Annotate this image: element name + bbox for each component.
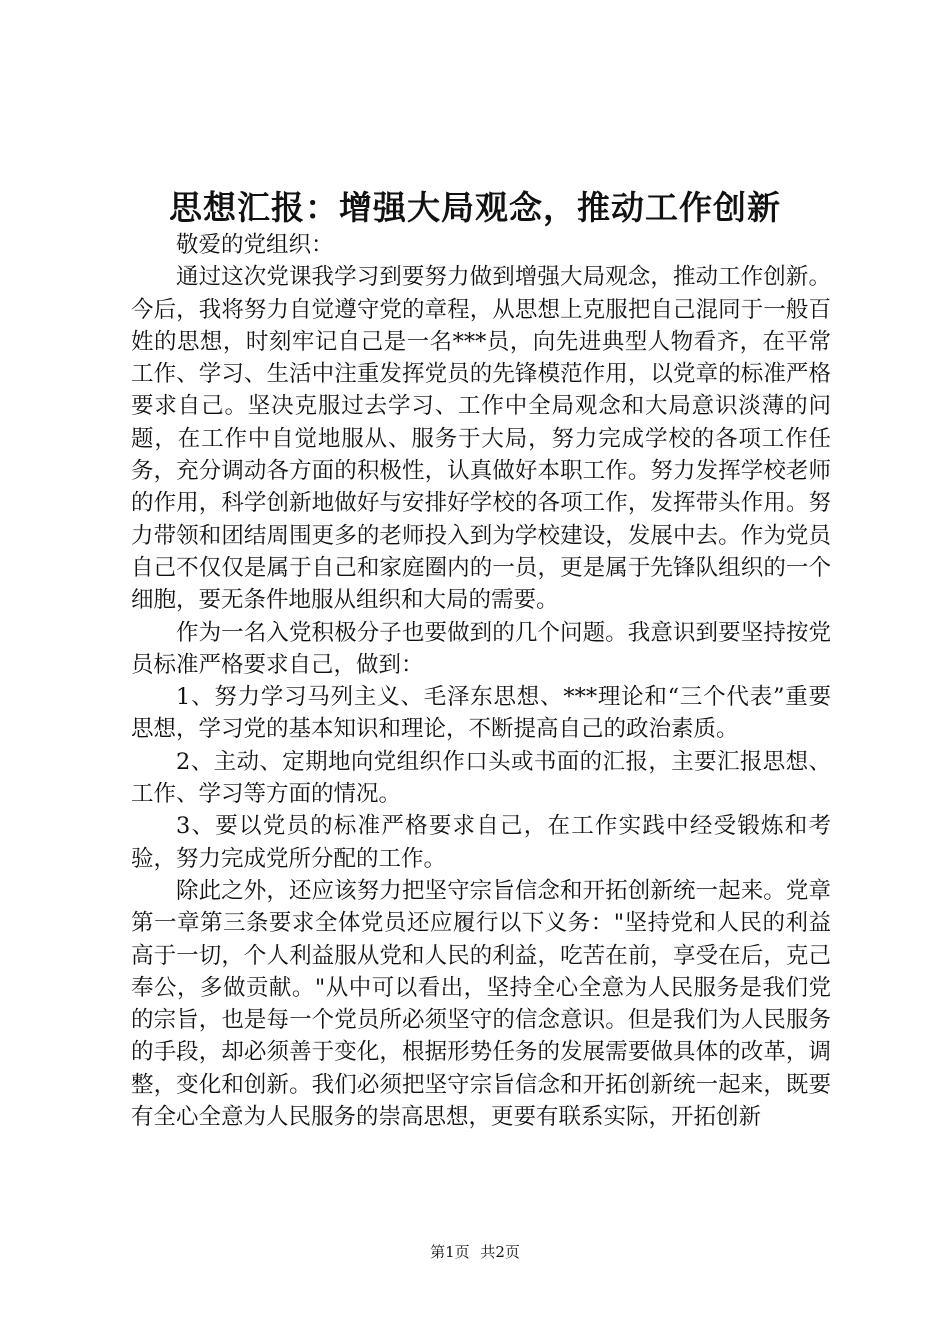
paragraph: 通过这次党课我学习到要努力做到增强大局观念，推动工作创新。今后，我将努力自觉遵守党的章程，从思想上克服把自己混同于一般百姓的思想，时刻牢记自己是一名***员，向先进典型人物看齐，在平常工作、学习、生活中注重发挥党员的先锋模范作用，以党章的标准严格要求自己。坚决克服过去学习、工作中全局观念和大局意识淡薄的问题，在工作中自觉地服从、服务于大局，努力完成学校的各项工作任务，充分调动各方面的积极性，认真做好本职工作。努力发挥学校老师的作用，科学创新地做好与安排好学校的各项工作，发挥带头作用。努力带领和团结周围更多的老师投入到为学校建设，发展中去。作为党员自己不仅仅是属于自己和家庭圈内的一员，更是属于先锋队组织的一个细胞，要无条件地服从组织和大局的需要。 — [131, 264, 831, 614]
page-footer — [0, 1242, 950, 1262]
list-item: 3、要以党员的标准严格要求自己，在工作实践中经受锻炼和考验，努力完成党所分配的工作。 — [131, 813, 831, 872]
page-number: 第1页 — [430, 1243, 470, 1261]
document-body — [131, 229, 831, 1133]
paragraph: 作为一名入党积极分子也要做到的几个问题。我意识到要坚持按党员标准严格要求自己，做到： — [131, 619, 831, 678]
salutation: 敬爱的党组织： — [176, 232, 334, 258]
document-title: 思想汇报：增强大局观念，推动工作创新 — [169, 188, 781, 227]
paragraph: 除此之外，还应该努力把坚守宗旨信念和开拓创新统一起来。党章第一章第三条要求全体党员还应履行以下义务："坚持党和人民的利益高于一切，个人利益服从党和人民的利益，吃苦在前，享受在后，克己奉公，多做贡献。"从中可以看出，坚持全心全意为人民服务是我们党的宗旨，也是每一个党员所必须坚守的信念意识。但是我们为人民服务的手段，却必须善于变化，根据形势任务的发展需要做具体的改革，调整，变化和创新。我们必须把坚守宗旨信念和开拓创新统一起来，既要有全心全意为人民服务的崇高思想，更要有联系实际，开拓创新 — [131, 877, 831, 1131]
list-item: 1、努力学习马列主义、毛泽东思想、***理论和“三个代表”重要思想，学习党的基本知识和理论，不断提高自己的政治素质。 — [131, 684, 831, 743]
list-item: 2、主动、定期地向党组织作口头或书面的汇报，主要汇报思想、工作、学习等方面的情况。 — [131, 748, 831, 808]
page-total: 共2页 — [480, 1243, 520, 1261]
